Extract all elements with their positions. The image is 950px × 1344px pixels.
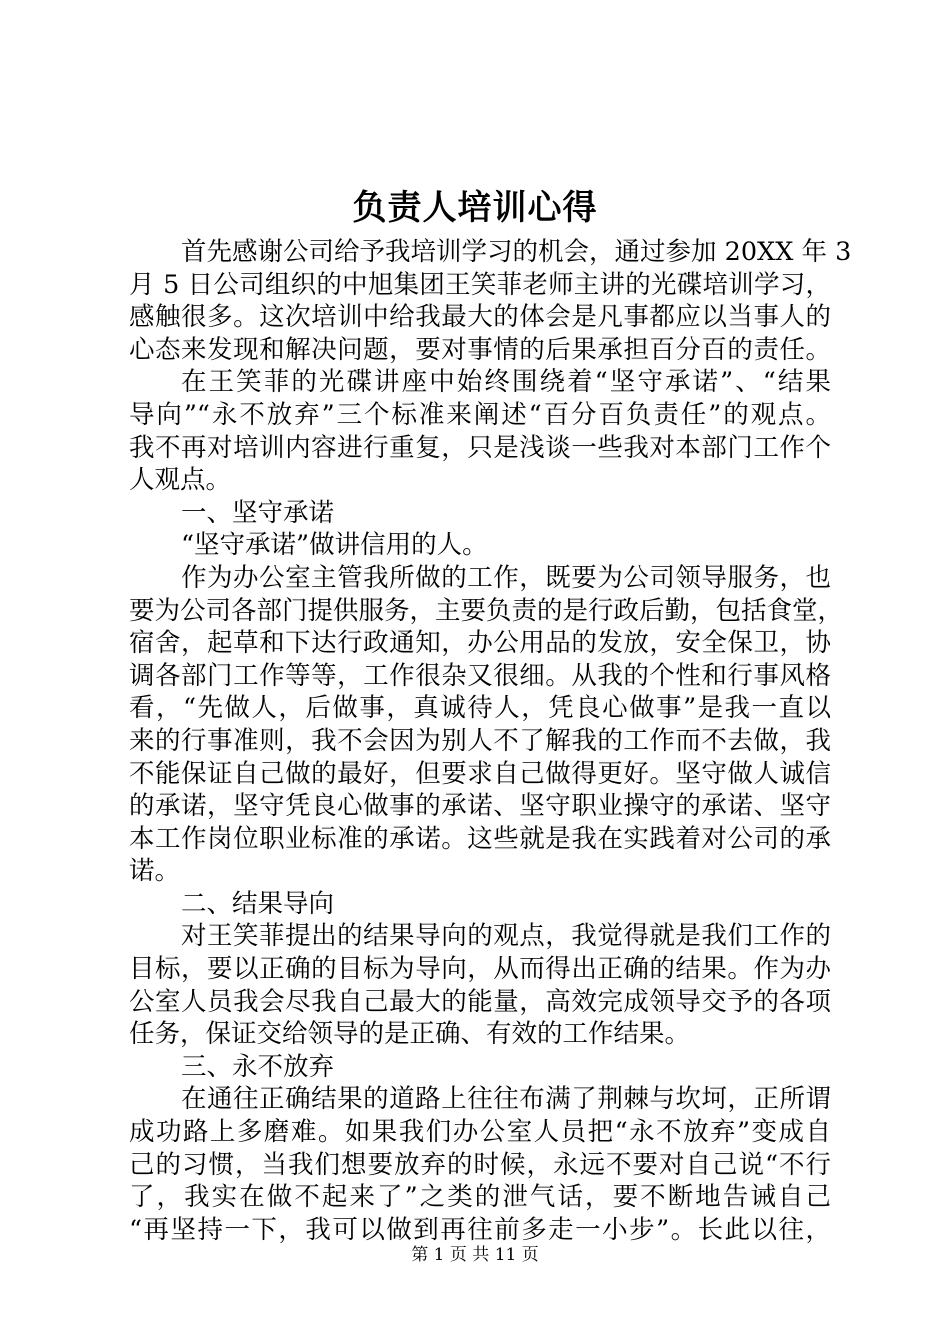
body-line: 了，我实在做不起来了”之类的泄气话，要不断地告诫自己: [129, 1182, 831, 1213]
body-line: “再坚持一下，我可以做到再往前多走一小步”。长此以往，: [129, 1214, 831, 1245]
body-line: 宿舍，起草和下达行政通知，办公用品的发放，安全保卫，协: [129, 628, 831, 659]
body-line: 感触很多。这次培训中给我最大的体会是凡事都应以当事人的: [129, 302, 831, 333]
body-line: 来的行事准则，我不会因为别人不了解我的工作而不去做，我: [129, 725, 831, 756]
body-line: 看，“先做人，后做事，真诚待人，凭良心做事”是我一直以: [129, 693, 831, 724]
body-line: 的承诺，坚守凭良心做事的承诺、坚守职业操守的承诺、坚守: [129, 791, 831, 822]
section-heading: 一、坚守承诺: [181, 497, 335, 528]
body-line: 月 5 日公司组织的中旭集团王笑菲老师主讲的光碟培训学习，: [129, 269, 831, 300]
body-line: 公室人员我会尽我自己最大的能量，高效完成领导交予的各项: [129, 986, 831, 1017]
section-heading: 二、结果导向: [181, 888, 335, 919]
page-number-footer: 第 1 页 共 11 页: [411, 1245, 539, 1265]
body-line: 我不再对培训内容进行重复，只是浅谈一些我对本部门工作个: [129, 432, 831, 463]
body-line: 己的习惯，当我们想要放弃的时候，永远不要对自己说“不行: [129, 1149, 831, 1180]
document-body: [129, 236, 852, 1246]
body-line: 人观点。: [129, 465, 232, 496]
body-line: 作为办公室主管我所做的工作，既要为公司领导服务，也: [181, 562, 831, 593]
body-line: 心态来发现和解决问题，要对事情的后果承担百分百的责任。: [129, 334, 831, 365]
body-line: 目标，要以正确的目标为导向，从而得出正确的结果。作为办: [129, 954, 831, 985]
body-line: “坚守承诺”做讲信用的人。: [181, 530, 488, 561]
body-line: 导向”“永不放弃”三个标准来阐述“百分百负责任”的观点。: [129, 399, 831, 430]
body-line: 首先感谢公司给予我培训学习的机会，通过参加 20XX 年 3: [181, 237, 852, 267]
body-line: 不能保证自己做的最好，但要求自己做得更好。坚守做人诚信: [129, 758, 831, 789]
document-title: 负责人培训心得: [352, 188, 598, 228]
body-line: 要为公司各部门提供服务，主要负责的是行政后勤，包括食堂，: [129, 595, 844, 626]
body-line: 诺。: [129, 856, 181, 887]
body-line: 调各部门工作等等，工作很杂又很细。从我的个性和行事风格: [129, 660, 831, 691]
body-line: 在王笑菲的光碟讲座中始终围绕着“坚守承诺”、“结果: [181, 367, 831, 398]
body-line: 对王笑菲提出的结果导向的观点，我觉得就是我们工作的: [181, 921, 831, 952]
body-line: 在通往正确结果的道路上往往布满了荆棘与坎坷，正所谓: [181, 1084, 831, 1115]
section-heading: 三、永不放弃: [181, 1051, 335, 1082]
body-line: 成功路上多磨难。如果我们办公室人员把“永不放弃”变成自: [129, 1117, 831, 1148]
body-line: 本工作岗位职业标准的承诺。这些就是我在实践着对公司的承: [129, 823, 831, 854]
body-line: 任务，保证交给领导的是正确、有效的工作结果。: [129, 1019, 691, 1050]
